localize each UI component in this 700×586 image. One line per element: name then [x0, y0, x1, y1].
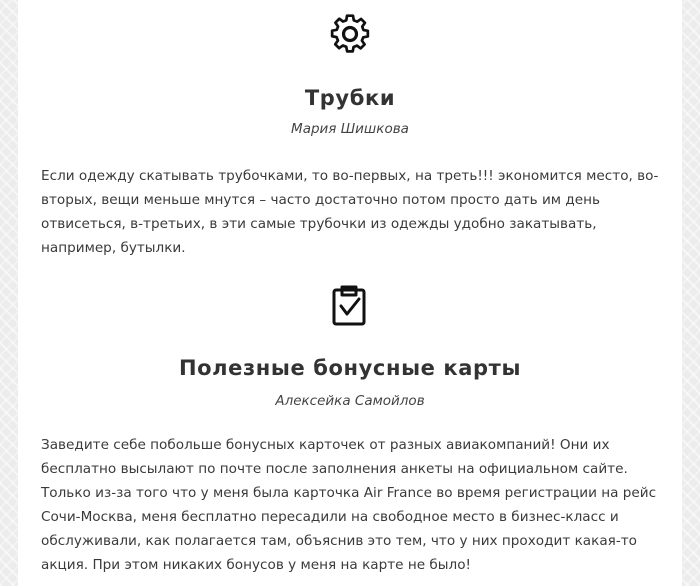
article-title: Трубки	[304, 86, 396, 110]
content-card	[18, 0, 682, 586]
article-title: Полезные бонусные карты	[178, 356, 522, 380]
article-author: Алексейка Самойлов	[275, 393, 425, 409]
article-author: Мария Шишкова	[291, 121, 409, 137]
clipboard-check-icon	[18, 284, 682, 328]
article-paragraph: Если одежду скатывать трубочками, то во-первых, на треть!!! экономится место, во-вторых, вещи меньше мнутся – часто достаточно потом просто дать им день отвисеться, в-третьих, в эти самые трубочки из одежды удобно закатывать, например, бутылки.	[41, 168, 659, 256]
gear-icon	[18, 12, 682, 56]
article-paragraph: Заведите себе побольше бонусных карточек от разных авиакомпаний! Они их бесплатно высылают по почте после заполнения анкеты на официальном сайте. Только из-за того что у меня была карточка Air France во время регистрации на рейс Сочи-Москва, меня бесплатно пересадили на свободное место в бизнес-класс и обслуживали, как полагается там, объяснив это тем, что у них проходит какая-то акция. При этом никаких бонусов у меня на карте не было!	[41, 437, 657, 573]
